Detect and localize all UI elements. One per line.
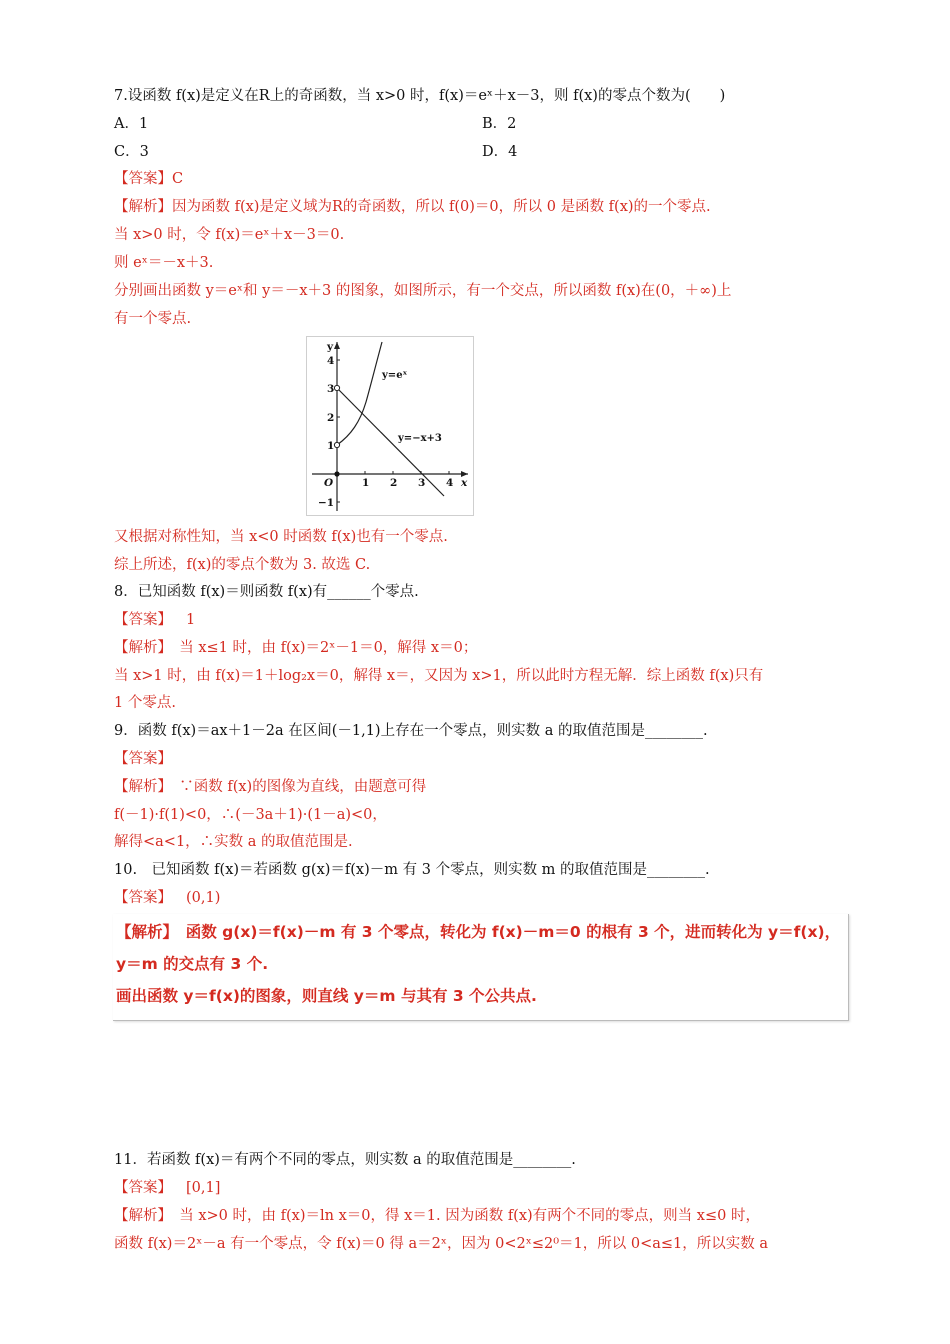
q10-analysis-2: y＝m 的交点有 3 个. [116, 955, 269, 973]
y-tick-1: 1 [327, 440, 335, 452]
origin-label: O [324, 477, 334, 489]
q8-answer-tag: 【答案】 [114, 612, 172, 628]
q7-analysis-3: 则 eˣ＝－x＋3. [114, 255, 214, 271]
q7-after-1: 又根据对称性知，当 x<0 时函数 f(x)也有一个零点. [114, 529, 448, 545]
q9-analysis-2: f(－1)·f(1)<0，∴(－3a＋1)·(1－a)<0， [114, 807, 387, 823]
q10-analysis-3: 画出函数 y＝f(x)的图象，则直线 y＝m 与其有 3 个公共点. [116, 987, 537, 1005]
q7-analysis-4: 分别画出函数 y＝eˣ和 y＝－x＋3 的图象，如图所示，有一个交点，所以函数 f(x)在(0，＋∞)上 [114, 283, 732, 299]
q9-answer-tag: 【答案】 [114, 751, 172, 767]
y-tick-2: 2 [327, 412, 335, 424]
y-tick-3: 3 [327, 383, 335, 395]
y-tick-neg1: −1 [318, 497, 335, 509]
q7-analysis-5: 有一个零点. [114, 311, 192, 327]
q7-stem: 7.设函数 f(x)是定义在R上的奇函数，当 x>0 时，f(x)＝eˣ＋x－3，则 f(x)的零点个数为( ) [114, 88, 726, 104]
q9-analysis-3: 解得<a<1，∴实数 a 的取值范围是. [114, 834, 353, 850]
open-point-3 [334, 385, 339, 390]
q7-option-c: C．3 [114, 144, 149, 160]
x-tick-1: 1 [362, 477, 370, 489]
q8-stem: 8．已知函数 f(x)＝则函数 f(x)有______个零点. [114, 584, 419, 600]
x-tick-4: 4 [446, 477, 454, 489]
q9-analysis-1: 【解析】 ∵函数 f(x)的图像为直线，由题意可得 [114, 779, 427, 795]
curve-label: y=eˣ [382, 370, 408, 381]
q9-stem: 9．函数 f(x)＝ax＋1－2a 在区间(－1,1)上存在一个零点，则实数 a 的取值范围是________. [114, 723, 708, 739]
q11-analysis-2: 函数 f(x)＝2ˣ－a 有一个零点，令 f(x)＝0 得 a＝2ˣ，因为 0<2ˣ≤2⁰＝1，所以 0<a≤1，所以实数 a [114, 1236, 769, 1252]
open-point-1 [334, 442, 339, 447]
q8-analysis-3: 1 个零点. [114, 695, 176, 711]
q11-analysis-1: 【解析】 当 x>0 时，由 f(x)＝ln x＝0，得 x＝1. 因为函数 f(x)有两个不同的零点，则当 x≤0 时， [114, 1208, 760, 1224]
q7-after-2: 综上所述，f(x)的零点个数为 3. 故选 C. [114, 557, 371, 573]
q7-answer: 【答案】C [114, 171, 184, 187]
q11-answer-tag: 【答案】 [114, 1180, 172, 1196]
origin-point [334, 471, 339, 476]
y-axis-label: y [327, 341, 334, 353]
function-graph [306, 336, 474, 516]
q8-analysis-2: 当 x>1 时，由 f(x)＝1＋log₂x＝0，解得 x＝，又因为 x>1，所以此时方程无解．综上函数 f(x)只有 [114, 668, 764, 684]
line-label: y=−x+3 [398, 433, 442, 444]
q11-answer: [0,1] [186, 1180, 221, 1196]
q7-analysis-1: 【解析】因为函数 f(x)是定义域为R的奇函数，所以 f(0)＝0，所以 0 是函数 f(x)的一个零点. [114, 199, 711, 215]
q7-option-a: A．1 [114, 116, 149, 132]
q8-answer-row [114, 610, 195, 630]
q8-analysis-1: 【解析】 当 x≤1 时，由 f(x)＝2ˣ－1＝0，解得 x＝0； [114, 640, 478, 656]
q11-answer-row [114, 1178, 220, 1198]
x-axis-label: x [461, 477, 468, 489]
q7-option-d: D．4 [482, 144, 518, 160]
q10-answer-tag: 【答案】 [114, 890, 172, 906]
q10-answer-row [114, 888, 220, 908]
x-tick-3: 3 [418, 477, 426, 489]
q7-analysis-2: 当 x>0 时，令 f(x)＝eˣ＋x－3＝0. [114, 227, 345, 243]
y-tick-4: 4 [327, 355, 335, 367]
x-tick-2: 2 [390, 477, 398, 489]
q8-answer: 1 [186, 612, 196, 628]
q10-answer: (0,1) [186, 890, 221, 906]
q7-option-b: B．2 [482, 116, 517, 132]
q10-analysis-1: 【解析】 函数 g(x)＝f(x)－m 有 3 个零点，转化为 f(x)－m＝0 的根有 3 个，进而转化为 y＝f(x)， [116, 923, 841, 941]
q11-stem: 11．若函数 f(x)＝有两个不同的零点，则实数 a 的取值范围是________. [114, 1152, 576, 1168]
q10-stem: 10. 已知函数 f(x)＝若函数 g(x)＝f(x)－m 有 3 个零点，则实数 m 的取值范围是________. [114, 862, 710, 878]
